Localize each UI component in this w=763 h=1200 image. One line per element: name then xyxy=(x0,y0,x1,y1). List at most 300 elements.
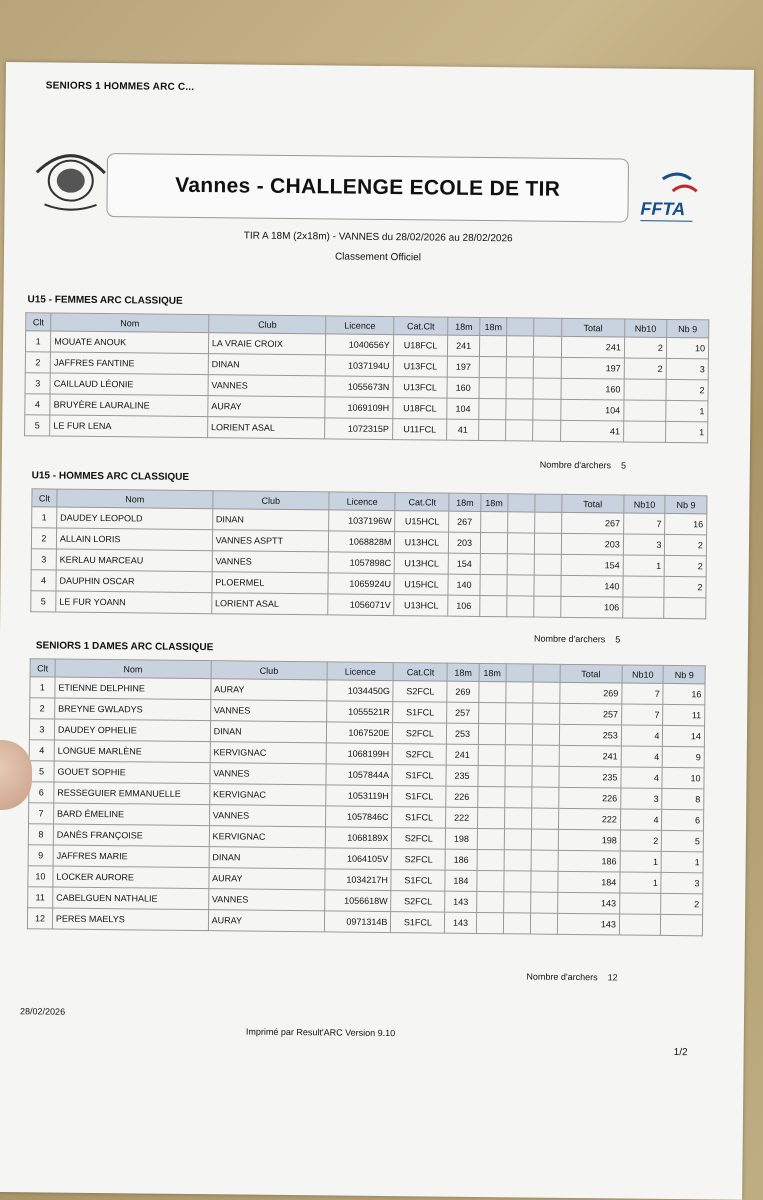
page-title-box xyxy=(106,153,629,222)
table-cell: 2 xyxy=(25,352,50,373)
table-cell xyxy=(477,786,504,807)
table-cell xyxy=(478,419,506,440)
page-title: Vannes - CHALLENGE ECOLE DE TIR xyxy=(175,173,561,201)
table-cell xyxy=(476,912,503,933)
table-cell: 4 xyxy=(621,746,663,767)
table-cell: S2FCL xyxy=(392,828,446,850)
table-cell xyxy=(480,574,507,595)
table-cell: 104 xyxy=(447,398,479,419)
table-cell xyxy=(479,356,507,377)
table-cell: 1068828M xyxy=(328,531,395,553)
table-cell: 1 xyxy=(620,872,662,893)
table-cell: 2 xyxy=(31,528,56,549)
table-cell: S2FCL xyxy=(393,744,447,766)
table-cell: U15HCL xyxy=(395,511,449,533)
table-cell: LORIENT ASAL xyxy=(207,417,325,439)
table-cell: 235 xyxy=(559,766,622,788)
column-header: Nb10 xyxy=(622,665,664,683)
table-cell xyxy=(478,702,505,723)
table-cell: 1 xyxy=(666,400,708,421)
table-cell: 143 xyxy=(445,891,476,912)
table-cell xyxy=(504,787,531,808)
table-cell: 10 xyxy=(28,866,53,887)
table-cell: 8 xyxy=(28,824,53,845)
table-cell xyxy=(479,398,507,419)
table-cell xyxy=(533,596,560,617)
table-cell xyxy=(478,681,505,702)
table-cell: LE FUR YOANN xyxy=(56,591,212,614)
table-cell xyxy=(507,575,534,596)
table-cell xyxy=(532,766,559,787)
table-cell: 184 xyxy=(445,870,476,891)
column-header: Total xyxy=(560,664,622,683)
table-cell: 9 xyxy=(663,746,705,767)
table-cell: 1 xyxy=(623,555,665,576)
table-cell: 41 xyxy=(560,420,623,442)
table-cell: 106 xyxy=(560,596,623,618)
table-cell: PERES MAELYS xyxy=(52,908,208,931)
table-cell: BRUYÈRE LAURALINE xyxy=(50,394,208,417)
table-cell xyxy=(534,554,561,575)
table-cell: 0971314B xyxy=(324,911,391,933)
table-cell: 2 xyxy=(664,576,706,597)
table-cell: 41 xyxy=(447,419,479,440)
table-cell xyxy=(661,914,703,935)
table-cell: 4 xyxy=(25,394,50,415)
table-cell xyxy=(531,829,558,850)
column-header: 18m xyxy=(447,663,478,681)
table-cell: GOUET SOPHIE xyxy=(54,761,210,784)
table-cell: 10 xyxy=(662,767,704,788)
table-cell xyxy=(532,745,559,766)
table-cell: DAUDEY LEOPOLD xyxy=(57,507,213,530)
table-cell: 2 xyxy=(665,534,707,555)
table-cell xyxy=(480,553,507,574)
table-cell: 235 xyxy=(446,765,477,786)
table-cell: 3 xyxy=(661,872,703,893)
table-cell: 4 xyxy=(31,570,56,591)
table-cell: S1FCL xyxy=(392,786,446,808)
table-cell xyxy=(479,595,506,616)
table-cell: 1 xyxy=(620,851,662,872)
table-cell xyxy=(506,420,534,441)
table-cell xyxy=(506,399,534,420)
table-cell xyxy=(507,336,535,357)
table-cell xyxy=(505,745,532,766)
table-cell xyxy=(479,377,507,398)
results-table-u15-femmes xyxy=(24,312,709,443)
table-cell: 1069109H xyxy=(325,397,392,419)
table-cell xyxy=(477,828,504,849)
print-date: 28/02/2026 xyxy=(20,1006,66,1017)
table-cell: LA VRAIE CROIX xyxy=(208,333,326,355)
table-cell xyxy=(506,378,534,399)
table-cell: 7 xyxy=(623,513,665,534)
column-header: Nb10 xyxy=(624,319,666,337)
table-cell: 2 xyxy=(624,358,666,379)
table-cell: 1 xyxy=(661,851,703,872)
table-cell: 1 xyxy=(32,507,57,528)
table-cell xyxy=(505,682,532,703)
table-cell: VANNES xyxy=(212,551,329,573)
table-cell xyxy=(619,893,661,914)
column-header: Club xyxy=(213,491,329,510)
table-cell xyxy=(530,913,557,934)
table-cell: 154 xyxy=(561,554,624,576)
table-cell: U13FCL xyxy=(393,356,448,378)
svg-text:FFTA: FFTA xyxy=(640,198,686,220)
table-cell: KERLAU MARCEAU xyxy=(56,549,212,572)
table-cell: DINAN xyxy=(212,509,329,531)
table-cell: JAFFRES FANTINE xyxy=(50,352,208,375)
table-cell xyxy=(533,420,561,441)
table-cell: 1 xyxy=(30,677,55,698)
column-header xyxy=(534,494,561,512)
table-cell: 4 xyxy=(620,809,662,830)
column-header: Cat.Clt xyxy=(393,317,448,336)
column-header xyxy=(534,318,561,336)
table-cell: 1065924U xyxy=(328,573,395,595)
table-cell xyxy=(477,807,504,828)
ranking-label: Classement Officiel xyxy=(334,251,422,264)
table-cell: 197 xyxy=(561,357,624,379)
table-cell: 3 xyxy=(31,549,56,570)
ffta-logo-icon xyxy=(632,169,703,230)
column-header: Nom xyxy=(57,489,213,509)
table-cell: U13HCL xyxy=(395,553,449,575)
column-header: Cat.Clt xyxy=(393,663,447,682)
table-cell: 5 xyxy=(662,830,704,851)
column-header: Clt xyxy=(30,659,55,677)
table-cell: LE FUR LENA xyxy=(50,415,208,438)
table-cell: 1057844A xyxy=(326,764,393,786)
table-cell: 11 xyxy=(663,704,705,725)
column-header xyxy=(506,664,533,682)
column-header: Club xyxy=(211,661,327,680)
table-cell: U13HCL xyxy=(394,595,448,617)
table-cell xyxy=(534,512,561,533)
table-cell xyxy=(505,724,532,745)
table-cell: S2FCL xyxy=(391,891,445,913)
archer-count-u15-hommes: Nombre d'archers 5 xyxy=(533,633,621,645)
table-cell: 3 xyxy=(25,373,50,394)
table-cell: 267 xyxy=(561,512,624,534)
archer-count-seniors1-dames: Nombre d'archers 12 xyxy=(526,971,618,983)
table-cell xyxy=(532,724,559,745)
table-cell: 203 xyxy=(561,533,624,555)
table-cell: 241 xyxy=(448,335,480,356)
table-cell: 140 xyxy=(561,575,624,597)
table-cell: 1067520E xyxy=(326,722,393,744)
table-cell: 12 xyxy=(27,908,52,929)
table-cell xyxy=(507,554,534,575)
table-cell: 1056071V xyxy=(328,594,395,616)
table-cell: 1055521R xyxy=(327,701,394,723)
table-cell: S1FCL xyxy=(392,765,446,787)
table-cell: S1FCL xyxy=(391,912,445,934)
column-header: Licence xyxy=(327,662,394,681)
table-cell: 1068189X xyxy=(325,827,392,849)
table-cell: 257 xyxy=(447,702,478,723)
table-cell: 7 xyxy=(622,683,664,704)
table-cell: S2FCL xyxy=(393,681,447,703)
table-cell: 5 xyxy=(29,761,54,782)
table-cell xyxy=(506,596,533,617)
column-header: Nb 9 xyxy=(665,495,707,513)
table-cell: MOUATE ANOUK xyxy=(51,331,209,354)
results-table-u15-hommes xyxy=(30,488,707,619)
table-cell: ETIENNE DELPHINE xyxy=(55,677,211,700)
table-cell: 7 xyxy=(29,803,54,824)
table-cell: 1072315P xyxy=(325,418,392,440)
table-cell: AURAY xyxy=(211,679,328,701)
table-cell: LOCKER AURORE xyxy=(53,866,209,889)
table-cell: 143 xyxy=(445,912,476,933)
table-cell: AURAY xyxy=(208,396,326,418)
table-cell: S2FCL xyxy=(392,849,446,871)
table-cell: U13FCL xyxy=(393,377,448,399)
table-cell: 253 xyxy=(447,723,478,744)
column-header xyxy=(533,664,560,682)
table-cell: 198 xyxy=(446,828,477,849)
table-cell: 10 xyxy=(666,337,708,358)
table-cell xyxy=(504,808,531,829)
table-cell: 140 xyxy=(448,574,479,595)
table-cell: 1040656Y xyxy=(326,334,393,356)
table-cell: U15HCL xyxy=(394,574,448,596)
table-cell xyxy=(505,703,532,724)
table-cell: 6 xyxy=(662,809,704,830)
column-header: Nom xyxy=(51,313,209,333)
table-cell: S1FCL xyxy=(392,807,446,829)
table-cell: 4 xyxy=(29,740,54,761)
column-header: Total xyxy=(561,494,623,513)
table-cell: KERVIGNAC xyxy=(210,742,327,764)
table-cell: 197 xyxy=(448,356,480,377)
section-title-u15-femmes: U15 - FEMMES ARC CLASSIQUE xyxy=(27,294,183,307)
cut-off-header: SENIORS 1 HOMMES ARC C... xyxy=(45,80,195,93)
table-cell: VANNES xyxy=(208,375,326,397)
table-cell xyxy=(476,891,503,912)
table-cell: DINAN xyxy=(208,354,326,376)
table-cell: 143 xyxy=(557,913,620,935)
table-cell xyxy=(532,682,559,703)
table-cell: CABELGUEN NATHALIE xyxy=(53,887,209,910)
table-cell: KERVIGNAC xyxy=(209,784,326,806)
table-cell: 4 xyxy=(621,725,663,746)
table-cell: 2 xyxy=(620,830,662,851)
column-header: 18m xyxy=(480,317,507,335)
table-cell: 5 xyxy=(31,591,56,612)
table-cell: 186 xyxy=(445,849,476,870)
table-cell: 2 xyxy=(665,555,707,576)
table-cell: 8 xyxy=(662,788,704,809)
section-title-u15-hommes: U15 - HOMMES ARC CLASSIQUE xyxy=(31,470,190,483)
table-cell: 11 xyxy=(28,887,53,908)
table-cell: S1FCL xyxy=(393,702,447,724)
table-cell xyxy=(506,357,534,378)
column-header: 18m xyxy=(480,493,507,511)
table-cell: 269 xyxy=(447,681,478,702)
table-cell xyxy=(480,511,507,532)
table-cell: 222 xyxy=(558,808,621,830)
table-cell: 106 xyxy=(448,595,479,616)
column-header: 18m xyxy=(449,493,480,511)
table-cell: 1068199H xyxy=(326,743,393,765)
column-header: Clt xyxy=(32,489,57,507)
table-cell xyxy=(503,892,530,913)
table-cell: 226 xyxy=(446,786,477,807)
results-sheet xyxy=(0,62,754,1200)
table-cell: BREYNE GWLADYS xyxy=(55,698,211,721)
table-cell xyxy=(664,597,706,618)
table-cell: 154 xyxy=(449,553,480,574)
table-cell: 160 xyxy=(447,377,479,398)
column-header: Cat.Clt xyxy=(395,493,449,512)
table-cell xyxy=(503,913,530,934)
table-cell: U13HCL xyxy=(395,532,449,554)
table-cell: 2 xyxy=(661,893,703,914)
results-table-seniors1-dames xyxy=(27,658,706,936)
table-cell: LORIENT ASAL xyxy=(211,593,328,615)
column-header: 18m xyxy=(479,663,506,681)
table-cell: S2FCL xyxy=(393,723,447,745)
archer-count-u15-femmes: Nombre d'archers 5 xyxy=(539,459,627,471)
table-cell: 1037194U xyxy=(326,355,393,377)
table-cell: DAUPHIN OSCAR xyxy=(56,570,212,593)
table-cell xyxy=(530,892,557,913)
table-cell xyxy=(531,787,558,808)
table-cell: CAILLAUD LÉONIE xyxy=(50,373,208,396)
table-cell: VANNES xyxy=(210,700,327,722)
table-cell: 1037196W xyxy=(329,510,396,532)
column-header: Clt xyxy=(26,313,51,331)
table-cell: 104 xyxy=(561,399,624,421)
page-number: 1/2 xyxy=(673,1047,688,1059)
column-header: Club xyxy=(208,315,326,334)
table-cell: S1FCL xyxy=(391,870,445,892)
table-cell xyxy=(478,744,505,765)
table-cell xyxy=(478,723,505,744)
table-cell xyxy=(533,399,561,420)
table-cell: 267 xyxy=(449,511,480,532)
table-cell: 7 xyxy=(621,704,663,725)
table-cell: 253 xyxy=(559,724,622,746)
table-cell: VANNES xyxy=(208,889,325,911)
table-cell: VANNES xyxy=(210,763,327,785)
table-cell xyxy=(534,575,561,596)
table-cell: PLOERMEL xyxy=(212,572,329,594)
table-cell xyxy=(624,400,666,421)
table-cell: 1057898C xyxy=(328,552,395,574)
table-cell: 143 xyxy=(557,892,620,914)
table-cell: AURAY xyxy=(208,910,325,932)
table-cell xyxy=(619,914,661,935)
table-cell: 9 xyxy=(28,845,53,866)
table-cell: 14 xyxy=(663,725,705,746)
table-cell: DINAN xyxy=(209,847,326,869)
table-cell: 1 xyxy=(665,421,707,442)
table-cell: 257 xyxy=(559,703,622,725)
column-header: Licence xyxy=(329,492,396,511)
table-cell xyxy=(531,850,558,871)
table-cell: 203 xyxy=(449,532,480,553)
table-cell: LONGUE MARLÈNE xyxy=(54,740,210,763)
table-cell: 1034450G xyxy=(327,680,394,702)
table-cell: 3 xyxy=(29,719,54,740)
table-cell: DAUDEY OPHELIE xyxy=(54,719,210,742)
table-cell: 222 xyxy=(446,807,477,828)
column-header: Nb 9 xyxy=(666,319,708,337)
table-cell xyxy=(507,533,534,554)
table-cell xyxy=(533,378,561,399)
table-cell xyxy=(478,765,505,786)
table-cell: U18FCL xyxy=(393,335,448,357)
table-cell xyxy=(534,336,562,357)
table-cell: DANÈS FRANÇOISE xyxy=(53,824,209,847)
column-header xyxy=(507,318,534,336)
club-logo-icon xyxy=(26,142,115,215)
table-cell: 186 xyxy=(558,850,621,872)
table-cell: ALLAIN LORIS xyxy=(56,528,212,551)
column-header: Nb10 xyxy=(624,495,666,513)
table-cell: 160 xyxy=(561,378,624,400)
table-cell: 6 xyxy=(29,782,54,803)
table-cell: 241 xyxy=(561,336,624,358)
table-cell: 1056618W xyxy=(325,890,392,912)
table-cell: BARD ÉMELINE xyxy=(53,803,209,826)
column-header: Licence xyxy=(326,316,393,335)
table-cell xyxy=(623,576,665,597)
table-cell: 269 xyxy=(559,682,622,704)
printed-by: Imprimé par Result'ARC Version 9.10 xyxy=(245,1026,396,1039)
table-cell xyxy=(534,533,561,554)
table-cell: 241 xyxy=(447,744,478,765)
table-cell: 2 xyxy=(624,337,666,358)
table-cell: 1064105V xyxy=(325,848,392,870)
table-cell xyxy=(532,703,559,724)
table-cell xyxy=(504,829,531,850)
table-cell: VANNES xyxy=(209,805,326,827)
table-cell: U11FCL xyxy=(392,419,447,441)
table-cell xyxy=(623,421,665,442)
table-cell: 241 xyxy=(559,745,622,767)
table-cell: 1 xyxy=(25,331,50,352)
column-header: 18m xyxy=(448,317,480,335)
table-cell: U18FCL xyxy=(393,398,448,420)
table-cell xyxy=(476,870,503,891)
column-header: Total xyxy=(561,318,624,337)
table-cell: 2 xyxy=(30,698,55,719)
table-cell: KERVIGNAC xyxy=(209,826,326,848)
table-cell xyxy=(480,532,507,553)
table-cell: 16 xyxy=(665,513,707,534)
table-cell: 226 xyxy=(558,787,621,809)
table-cell xyxy=(503,871,530,892)
table-cell: 1053119H xyxy=(326,785,393,807)
table-cell: 1055673N xyxy=(325,376,392,398)
table-cell: 1057846C xyxy=(325,806,392,828)
table-cell: 4 xyxy=(621,767,663,788)
table-cell: AURAY xyxy=(209,868,326,890)
table-cell xyxy=(505,766,532,787)
table-cell: 3 xyxy=(623,534,665,555)
table-cell xyxy=(504,850,531,871)
table-cell: 3 xyxy=(621,788,663,809)
table-cell: RESSEGUIER EMMANUELLE xyxy=(54,782,210,805)
table-cell: JAFFRES MARIE xyxy=(53,845,209,868)
table-cell xyxy=(530,871,557,892)
